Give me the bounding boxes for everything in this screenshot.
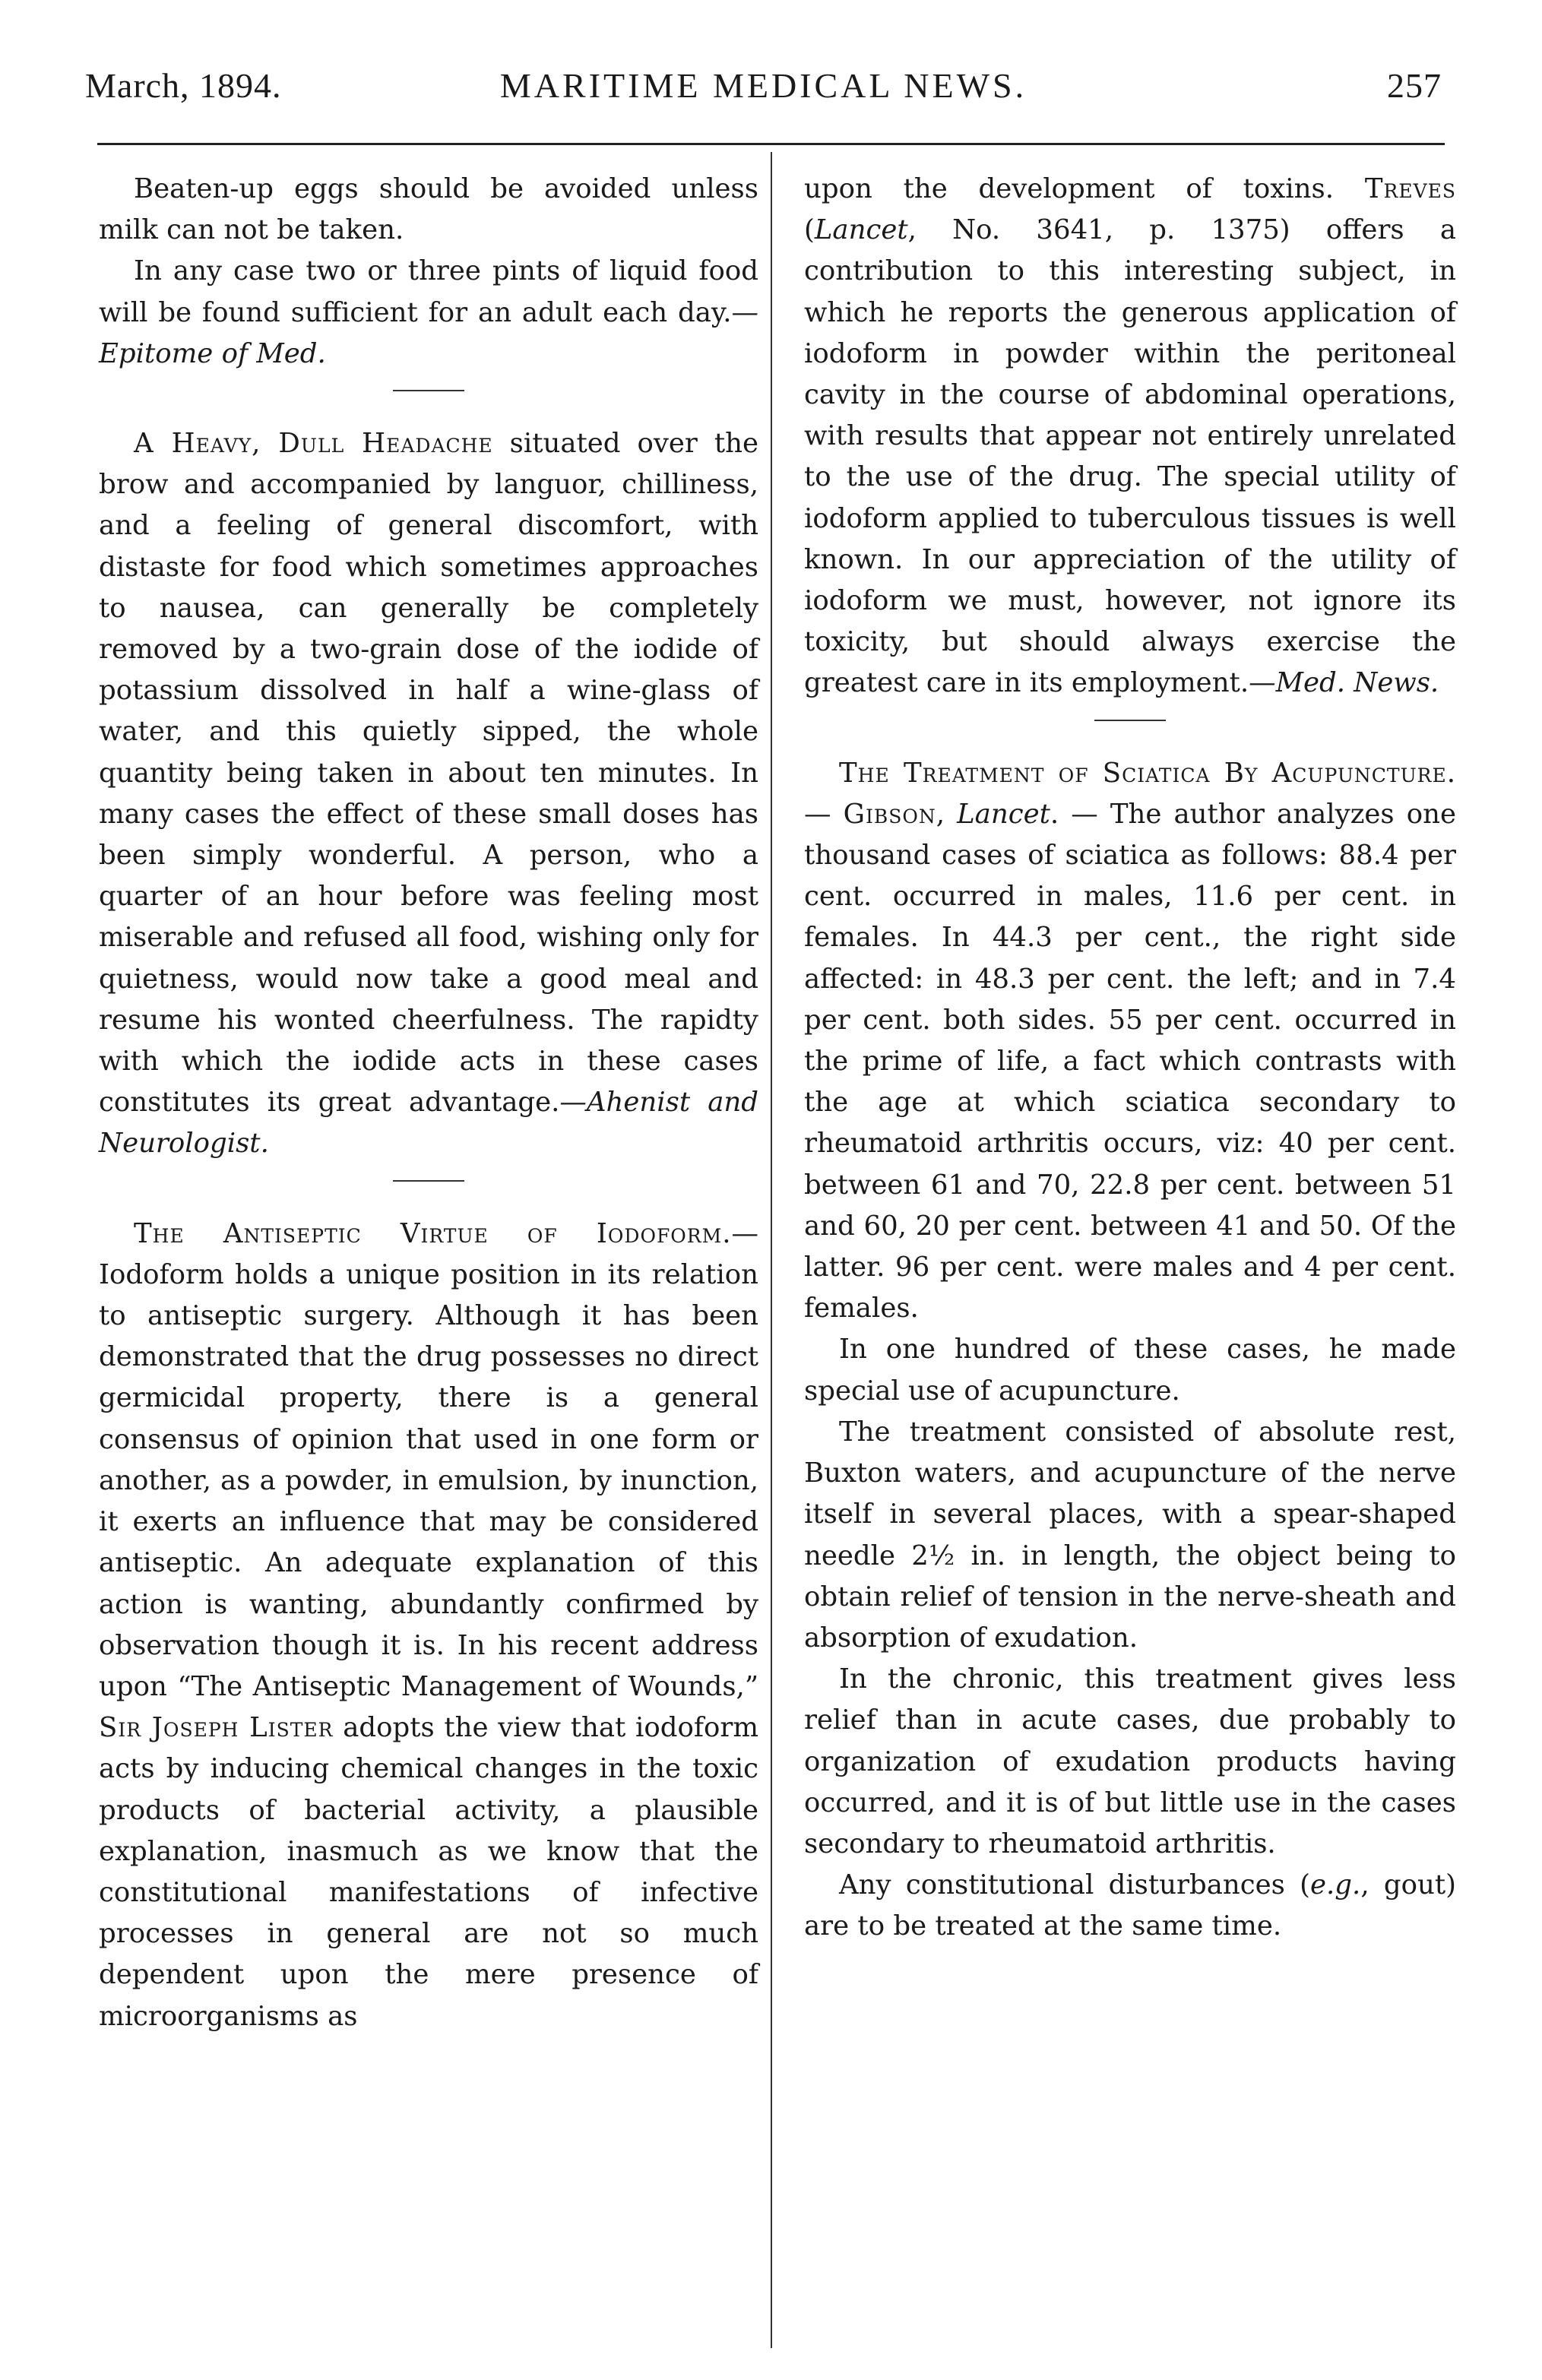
headache-article — [99, 423, 758, 1165]
constitutional-start: Any constitutional disturbances ( — [839, 1869, 1311, 1901]
treatment-paragraph: The treatment consisted of absolute rest, Buxton waters, and acupuncture of the nerve itself in several places, with a spear-shaped needle 2½ in. in length, the object being to obtain relief of tension in the nerve-sheath and absorption of exudation. — [804, 1416, 1456, 1654]
treves-name: Treves — [1364, 173, 1456, 204]
sciatica-title: The Treatment of Sciatica By Acupuncture. — [839, 757, 1456, 789]
iodoform-body-continued: adopts the view that iodoform acts by inducing chemical changes in the toxic products of bacterial activity, a plausible explanation, inasmuch as we know that the constitutional manifestations of infective processes in general are not so much dependent upon the mere presence of microorganisms as — [99, 1712, 758, 2032]
section-separator — [393, 1180, 464, 1182]
running-header — [85, 55, 1442, 116]
sciatica-body: . — The author analyzes one thousand cases of sciatica as follows: 88.4 per cent. occurred in males, 11.6 per cent. in females. In 44.3 per cent., the right side affected: in 48.3 per cent. the left; and in 7.4 per cent. both sides. 55 per cent. occurred in the prime of life, a fact which contrasts with the age at which sciatica secondary to rheumatoid arthritis occurs, viz: 40 per cent. between 61 and 70, 22.8 per cent. between 51 and 60, 20 per cent. between 41 and 50. Of the latter. 96 per cent. were males and 4 per cent. females. — [804, 798, 1456, 1325]
page-number: 257 — [1387, 66, 1442, 105]
header-rule — [97, 143, 1445, 145]
med-news-source: —Med. News. — [1249, 667, 1439, 699]
section-separator — [1094, 720, 1166, 721]
toxins-text: upon the development of toxins. — [804, 173, 1365, 204]
sciatica-article — [804, 753, 1456, 1330]
iodoform-title: The Antiseptic Virtue of Iodoform. — [134, 1217, 732, 1249]
headache-title: A Heavy, Dull Headache — [134, 428, 493, 460]
sciatica-journal-sep: , — [936, 798, 958, 830]
treves-body: , No. 3641, p. 1375) offers a contribution to this interesting subject, in which he reports the generous application of iodoform in powder within the peritoneal cavity in the course of abdominal operations, with results that appear not entirely unrelated to the use of the drug. The special utility of iodoform applied to tuberculous tissues is well known. In our appreciation of the utility of iodoform we must, however, not ignore its toxicity, but should always exercise the greatest care in its employment. — [804, 214, 1456, 699]
epitome-source: —Epitome of Med. — [99, 296, 758, 369]
liquid-food-paragraph — [99, 251, 758, 375]
treves-journal: Lancet — [814, 214, 908, 246]
hundred-cases-paragraph: In one hundred of these cases, he made special use of acupuncture. — [804, 1334, 1456, 1407]
liquid-food-text: In any case two or three pints of liquid food will be found sufficient for an adult each day. — [99, 255, 758, 328]
left-column — [99, 169, 758, 2037]
lister-name: Sir Joseph Lister — [99, 1712, 334, 1744]
section-separator — [393, 390, 464, 391]
iodoform-body: —Iodoform holds a unique position in its relation to antiseptic surgery. Although it has been demonstrated that the drug possesses no direct germicidal property, there is a general consensus of opinion that used in one form or another, as a powder, in emulsion, by inunction, it exerts an influence that may be considered antiseptic. An adequate explanation of this action is wanting, abundantly confirmed by observation though it is. In his recent address upon “The Antiseptic Management of Wounds,” — [99, 1217, 758, 1702]
eg-abbrev: e.g. — [1310, 1869, 1361, 1901]
headache-body: situated over the brow and accompanied by languor, chilliness, and a feeling of general discomfort, with distaste for food which sometimes approaches to nausea, can generally be completely removed by a two-grain dose of the iodide of potassium dissolved in half a wine-glass of water, and this quietly sipped, the whole quantity being taken in about ten minutes. In many cases the effect of these small doses has been simply wonderful. A person, who a quarter of an hour before was feeling most miserable and refused all food, wishing only for quietness, would now take a good meal and resume his wonted cheerfulness. The rapidty with which the iodide acts in these cases constitutes its great advantage. — [99, 428, 759, 1119]
journal-title: MARITIME MEDICAL NEWS. — [499, 66, 1027, 105]
sciatica-author-dash: — — [804, 798, 844, 830]
iodoform-continuation — [804, 169, 1456, 704]
column-divider — [771, 152, 772, 2348]
sciatica-journal: Lancet — [957, 798, 1050, 830]
right-column — [804, 169, 1456, 1948]
chronic-paragraph: In the chronic, this treatment gives less relief than in acute cases, due probably to organization of exudation products having occurred, and it is of but little use in the cases secondary to rheumatoid arthritis. — [804, 1663, 1456, 1859]
headache-source: —Ahenist and Neurologist. — [99, 1087, 759, 1160]
iodoform-article — [99, 1214, 758, 2037]
header-date: March, 1894. — [85, 66, 282, 105]
sciatica-author: Gibson — [843, 798, 936, 830]
constitutional-end: , gout) are to be treated at the same time. — [804, 1869, 1456, 1942]
constitutional-paragraph — [804, 1865, 1456, 1947]
eggs-paragraph: Beaten-up eggs should be avoided unless milk can not be taken. — [99, 173, 758, 246]
treves-cite-open: ( — [804, 214, 815, 246]
